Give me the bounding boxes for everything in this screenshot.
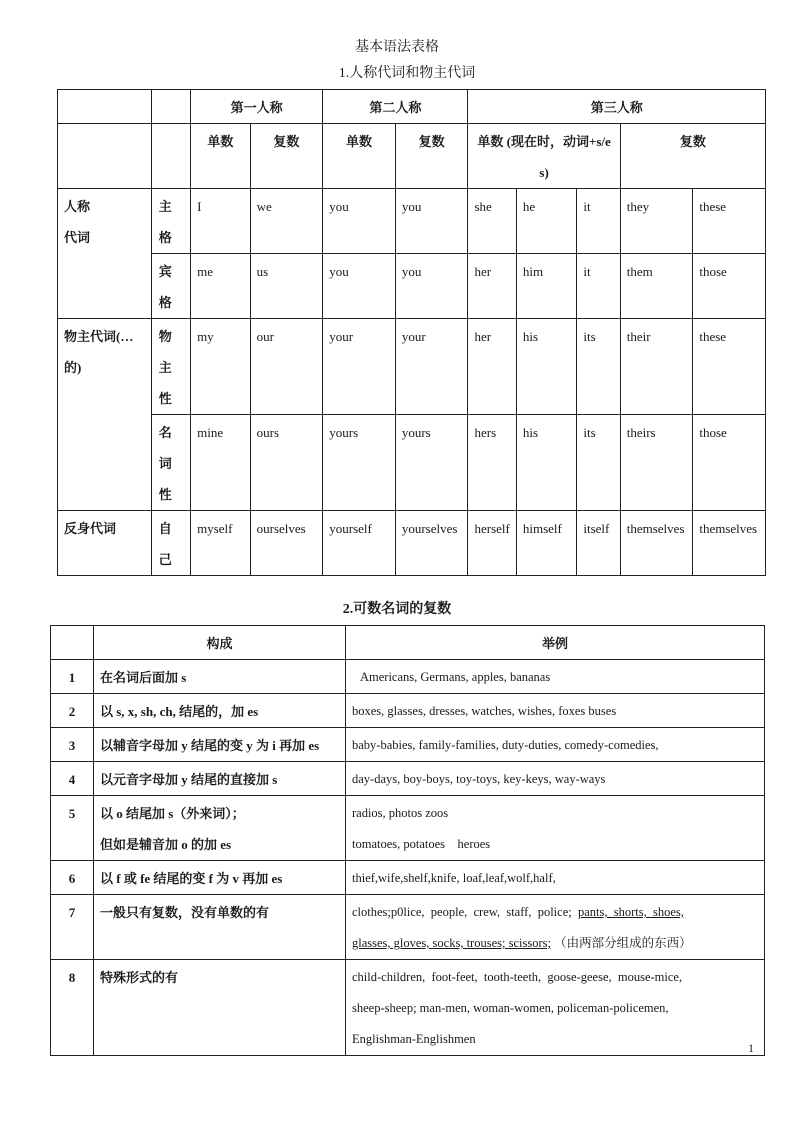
- row-number: 2: [51, 694, 94, 728]
- subject-cell: they: [620, 189, 693, 254]
- object-cell: those: [693, 254, 766, 319]
- examples-cell: thief,wife,shelf,knife, loaf,leaf,wolf,half,: [346, 861, 765, 895]
- reflexive-cell: myself: [191, 511, 251, 576]
- first-plural: 复数: [250, 124, 323, 189]
- possessive-adjective-cell: our: [250, 319, 323, 415]
- rule-cell: 以 s, x, sh, ch, 结尾的，加 es: [94, 694, 346, 728]
- row-number: 4: [51, 762, 94, 796]
- second-singular: 单数: [323, 124, 396, 189]
- reflexive-cell: itself: [577, 511, 620, 576]
- section1-title: 1.人称代词和物主代词: [338, 66, 476, 81]
- object-cell: you: [323, 254, 396, 319]
- examples-underlined: pants, shorts, shoes,: [577, 905, 684, 919]
- section2-title: 2.可数名词的复数: [342, 602, 452, 617]
- third-plural: 复数: [620, 124, 765, 189]
- subject-cell: she: [468, 189, 516, 254]
- rule-line: 以 o 结尾加 s（外来词）；: [100, 806, 245, 821]
- first-singular: 单数: [191, 124, 251, 189]
- third-singular: 单数 (现在时，动词+s/es): [468, 124, 620, 189]
- header-third-person: 第三人称: [468, 90, 766, 124]
- possessive-noun-cell: yours: [323, 415, 396, 511]
- possessive-noun-cell: those: [693, 415, 766, 511]
- examples-text: clothes;p0lice, people, crew, staff, police;: [352, 905, 578, 919]
- reflexive-cell: herself: [468, 511, 516, 576]
- reflexive-cell: ourselves: [250, 511, 323, 576]
- subject-cell: you: [395, 189, 468, 254]
- object-cell: it: [577, 254, 620, 319]
- examples-line: radios, photos zoos: [352, 806, 449, 820]
- reflexive-cell: yourselves: [395, 511, 468, 576]
- subject-cell: I: [191, 189, 251, 254]
- rule-cell: 以辅音字母加 y 结尾的变 y 为 i 再加 es: [94, 728, 346, 762]
- possessive-adjective-cell: their: [620, 319, 693, 415]
- possessive-adjective-cell: your: [395, 319, 468, 415]
- reflexive-cell: himself: [516, 511, 577, 576]
- examples-line: sheep-sheep; man-men, woman-women, policeman-policemen,: [352, 1001, 669, 1015]
- possessive-noun-cell: theirs: [620, 415, 693, 511]
- possessive-noun-cell: his: [516, 415, 577, 511]
- possessive-adjective-cell: its: [577, 319, 620, 415]
- object-cell: you: [395, 254, 468, 319]
- header-composition: 构成: [94, 626, 346, 660]
- possessive-noun-cell: ours: [250, 415, 323, 511]
- examples-cell: day-days, boy-boys, toy-toys, key-keys, way-ways: [346, 762, 765, 796]
- examples-cell: [346, 960, 765, 1056]
- row-number: 5: [51, 796, 94, 861]
- personal-pronoun-label: [58, 189, 152, 319]
- page-title: 基本语法表格: [355, 40, 439, 55]
- possessive-adjective-cell: her: [468, 319, 516, 415]
- rule-cell: 以元音字母加 y 结尾的直接加 s: [94, 762, 346, 796]
- examples-cell: boxes, glasses, dresses, watches, wishes, foxes buses: [346, 694, 765, 728]
- subject-cell: it: [577, 189, 620, 254]
- possessive-noun-cell: its: [577, 415, 620, 511]
- header-blank-2: [151, 90, 190, 124]
- rule-cell: 在名词后面加 s: [94, 660, 346, 694]
- reflexive-cell: themselves: [693, 511, 766, 576]
- header-blank-1: [58, 90, 152, 124]
- reflexive-cell: yourself: [323, 511, 396, 576]
- object-case-label: 宾格: [151, 254, 190, 319]
- subheader-blank-1: [58, 124, 152, 189]
- subject-cell: you: [323, 189, 396, 254]
- object-cell: me: [191, 254, 251, 319]
- examples-cell: baby-babies, family-families, duty-duties, comedy-comedies,: [346, 728, 765, 762]
- object-cell: him: [516, 254, 577, 319]
- page-number: 1: [748, 1041, 754, 1055]
- examples-line: [352, 897, 758, 928]
- header-first-person: 第一人称: [191, 90, 323, 124]
- noun-case-label: 名词性: [151, 415, 190, 511]
- possessive-adjective-cell: his: [516, 319, 577, 415]
- examples-note: （由两部分组成的东西）: [554, 936, 692, 950]
- reflexive-pronoun-label: 反身代词: [58, 511, 152, 576]
- rule-cell: [94, 796, 346, 861]
- examples-line: tomatoes, potatoes heroes: [352, 837, 491, 851]
- examples-cell: [346, 895, 765, 960]
- header-examples: 举例: [346, 626, 765, 660]
- pronoun-table: [57, 89, 766, 576]
- subject-cell: these: [693, 189, 766, 254]
- rule-cell: 特殊形式的有: [94, 960, 346, 1056]
- possessive-adjective-cell: your: [323, 319, 396, 415]
- object-cell: us: [250, 254, 323, 319]
- row-number: 7: [51, 895, 94, 960]
- row-number: 6: [51, 861, 94, 895]
- reflexive-case-label: 自己: [151, 511, 190, 576]
- subject-case-label: 主格: [151, 189, 190, 254]
- header-num-blank: [51, 626, 94, 660]
- rule-line: 但如是辅音加 o 的加 es: [100, 837, 232, 852]
- object-cell: them: [620, 254, 693, 319]
- adjective-case-label: 物主性: [151, 319, 190, 415]
- subject-cell: he: [516, 189, 577, 254]
- personal-pronoun-label-text: 人称代词: [64, 199, 91, 245]
- examples-line: child-children, foot-feet, tooth-teeth, goose-geese, mouse-mice,: [352, 970, 683, 984]
- row-number: 1: [51, 660, 94, 694]
- second-plural: 复数: [395, 124, 468, 189]
- possessive-noun-cell: hers: [468, 415, 516, 511]
- row-number: 8: [51, 960, 94, 1056]
- examples-cell: Americans, Germans, apples, bananas: [346, 660, 765, 694]
- possessive-noun-cell: yours: [395, 415, 468, 511]
- header-second-person: 第二人称: [323, 90, 468, 124]
- plural-noun-table: [50, 625, 765, 1056]
- examples-cell: [346, 796, 765, 861]
- possessive-noun-cell: mine: [191, 415, 251, 511]
- subheader-blank-2: [151, 124, 190, 189]
- examples-underlined: glasses, gloves, socks, trouses; scissors;: [352, 936, 551, 950]
- reflexive-cell: themselves: [620, 511, 693, 576]
- rule-cell: 以 f 或 fe 结尾的变 f 为 v 再加 es: [94, 861, 346, 895]
- row-number: 3: [51, 728, 94, 762]
- rule-cell: 一般只有复数，没有单数的有: [94, 895, 346, 960]
- object-cell: her: [468, 254, 516, 319]
- possessive-pronoun-label: 物主代词(…的): [58, 319, 152, 511]
- possessive-adjective-cell: these: [693, 319, 766, 415]
- examples-line: [352, 928, 758, 959]
- examples-line: Englishman-Englishmen: [352, 1032, 476, 1046]
- subject-cell: we: [250, 189, 323, 254]
- possessive-adjective-cell: my: [191, 319, 251, 415]
